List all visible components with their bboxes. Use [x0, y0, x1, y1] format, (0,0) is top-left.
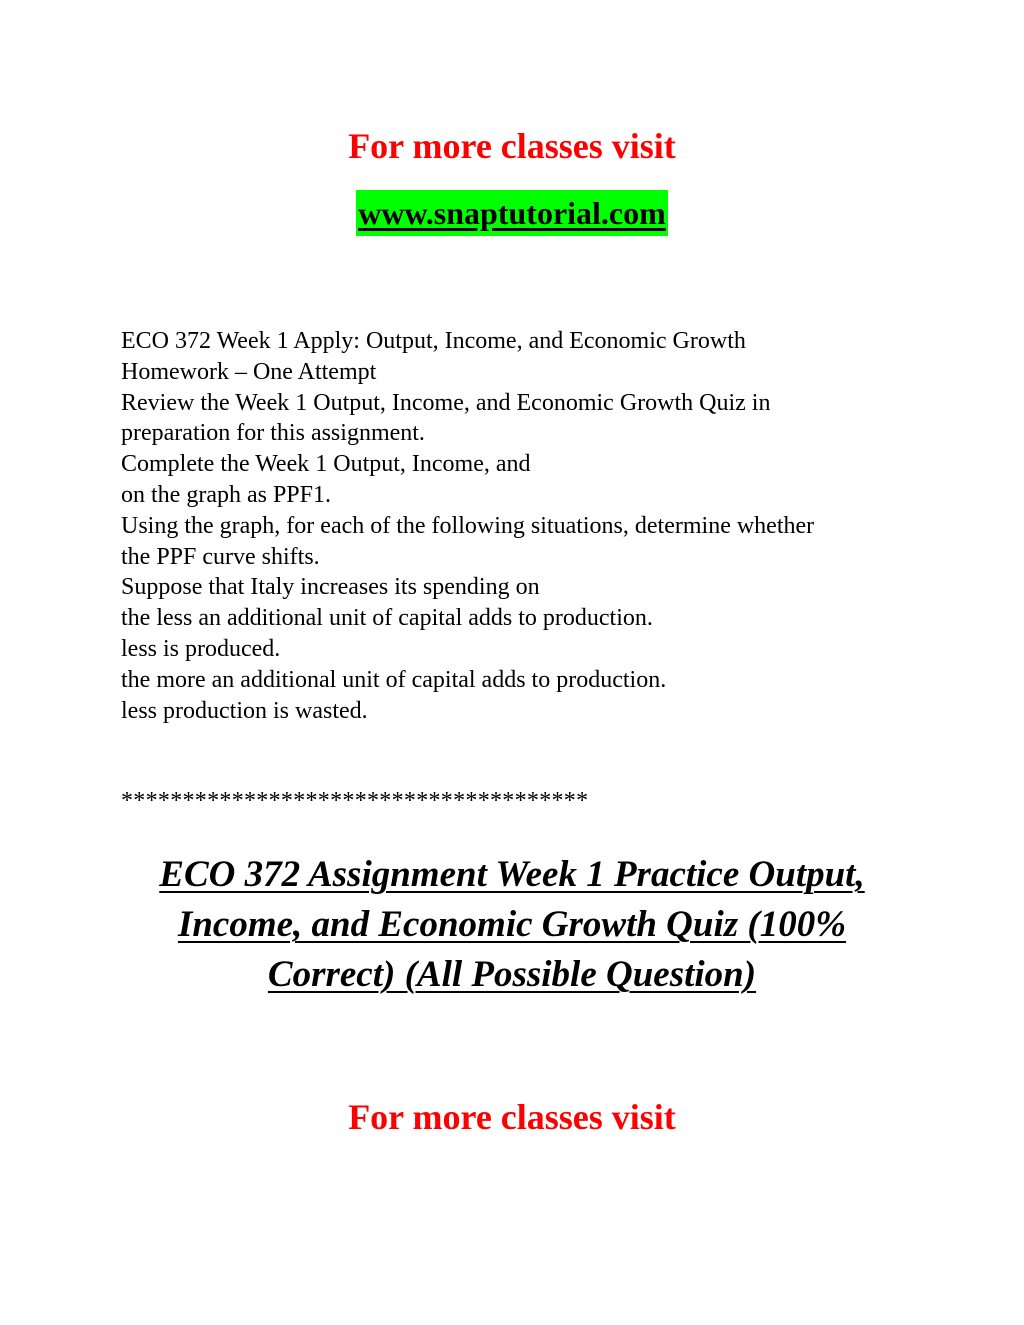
title-line	[80, 950, 944, 1000]
body-line: the PPF curve shifts.	[121, 543, 320, 570]
body-line: preparation for this assignment.	[121, 420, 425, 447]
website-link[interactable]: www.snaptutorial.com	[356, 190, 668, 236]
body-line: on the graph as PPF1.	[121, 481, 331, 508]
body-line: Using the graph, for each of the following situations, determine whether	[121, 512, 815, 539]
promo-heading-bottom: For more classes visit	[348, 1097, 676, 1137]
promo-heading-top: For more classes visit	[348, 126, 676, 166]
title-line-text: Income, and Economic Growth Quiz (100%	[177, 904, 847, 945]
title-line	[80, 850, 944, 900]
assignment-description	[121, 326, 921, 726]
separator-stars: **************************************	[121, 788, 589, 814]
body-line: Homework – One Attempt	[121, 358, 377, 385]
body-line: the less an additional unit of capital adds to production.	[121, 605, 653, 632]
body-line: ECO 372 Week 1 Apply: Output, Income, and Economic Growth	[121, 328, 746, 354]
body-line: the more an additional unit of capital adds to production.	[121, 666, 667, 693]
body-line: Review the Week 1 Output, Income, and Economic Growth Quiz in	[121, 389, 771, 416]
body-line: less production is wasted.	[121, 697, 368, 724]
body-line: Suppose that Italy increases its spending on	[121, 574, 540, 601]
assignment-title	[80, 850, 944, 1000]
title-line	[80, 900, 944, 950]
body-line: Complete the Week 1 Output, Income, and	[121, 451, 531, 478]
title-line-text: ECO 372 Assignment Week 1 Practice Output,	[159, 854, 865, 895]
url-container	[0, 190, 1024, 236]
body-line: less is produced.	[121, 635, 281, 662]
title-line-text: Correct) (All Possible Question)	[267, 954, 757, 995]
